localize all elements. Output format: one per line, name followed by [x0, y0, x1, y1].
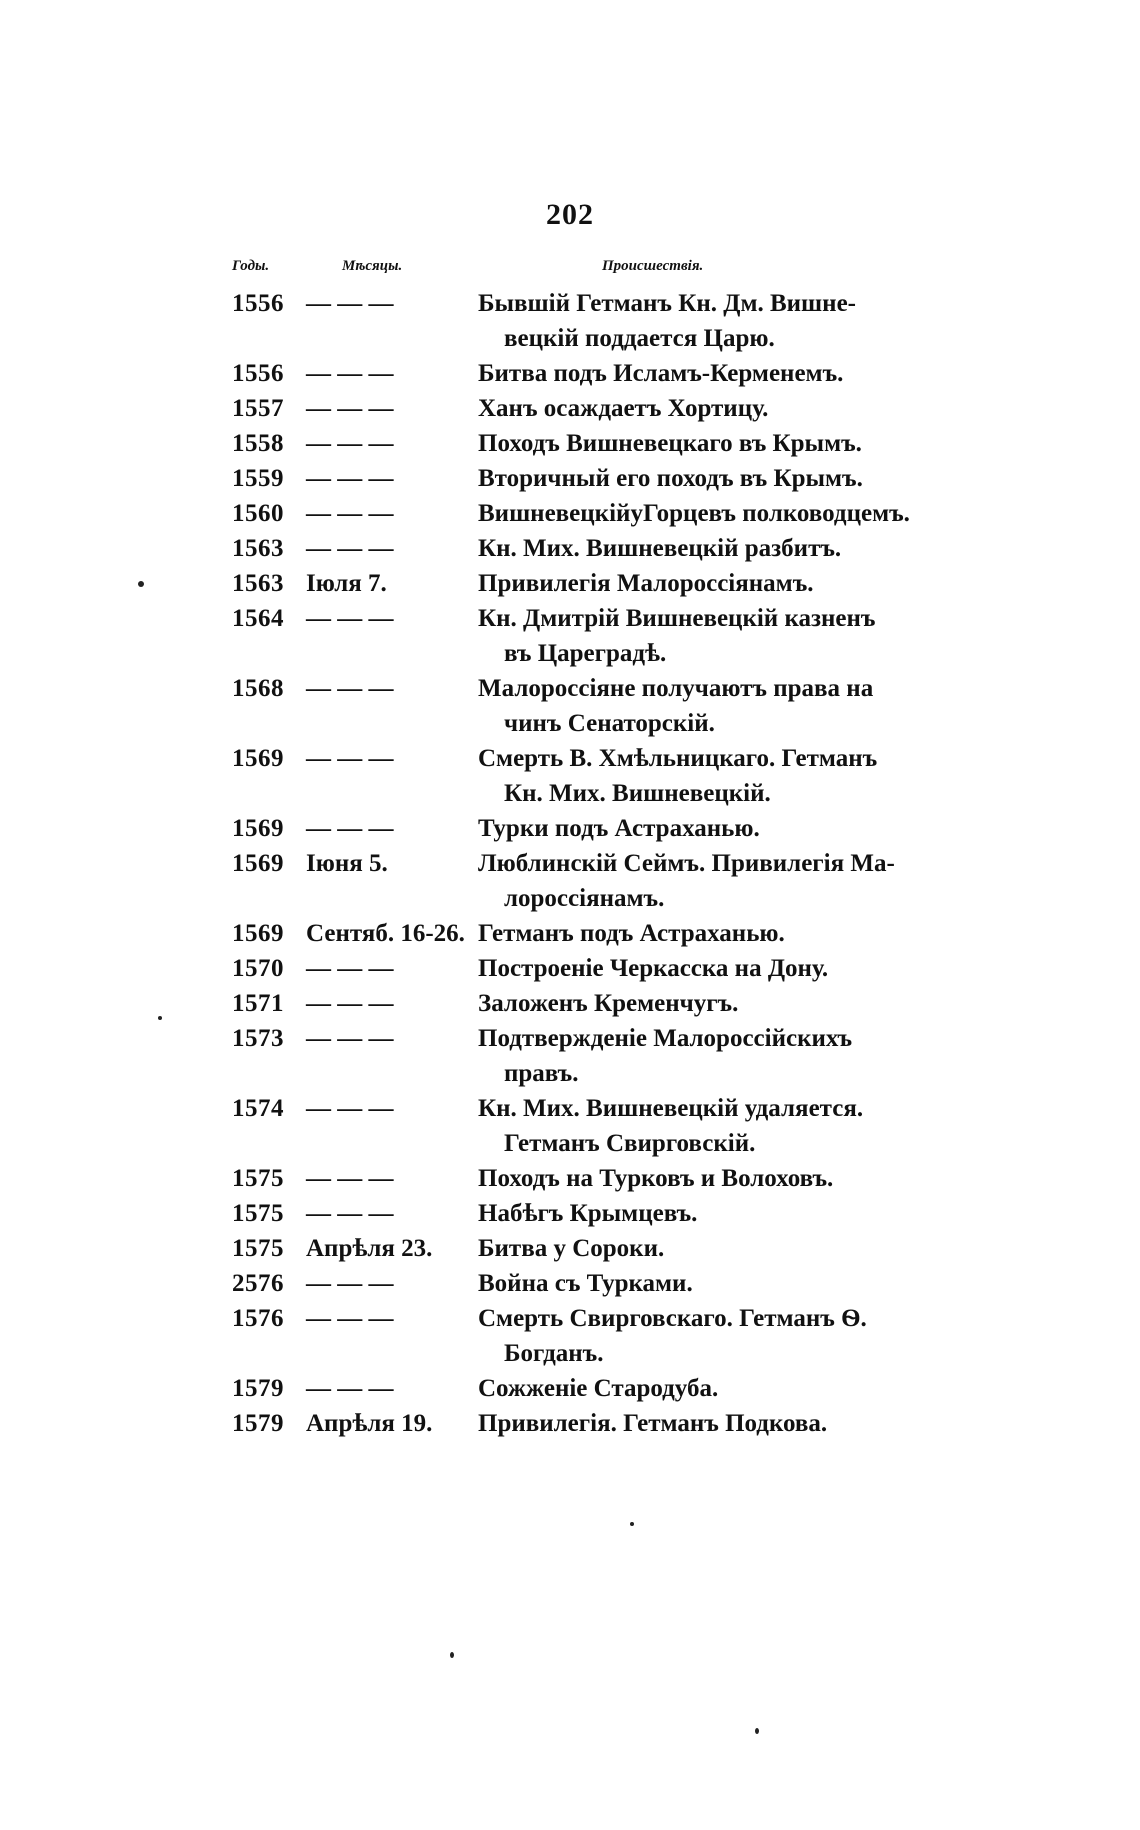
event-cell [478, 426, 937, 461]
month-cell: — — — [306, 1165, 394, 1192]
event-text-continued: Кн. Мих. Вишневецкій. [504, 780, 771, 807]
event-cell [478, 1161, 937, 1196]
event-text: Малороссіяне получаютъ права на [478, 675, 874, 702]
table-row [232, 846, 937, 916]
event-text: Люблинскій Сеймъ. Привилегія Ма- [478, 850, 895, 877]
event-cell [478, 1406, 937, 1441]
event-text: Построеніе Черкасска на Дону. [478, 955, 829, 982]
chronology-table [232, 286, 937, 1441]
month-cell: — — — [306, 535, 394, 562]
year-cell: 1575 [232, 1235, 284, 1262]
header-events: Происшествія. [602, 258, 704, 274]
column-headers [232, 258, 932, 284]
event-cell [478, 811, 937, 846]
event-text: Кн. Дмитрій Вишневецкій казненъ [478, 605, 876, 632]
year-cell: 1575 [232, 1200, 284, 1227]
year-cell: 1573 [232, 1025, 284, 1052]
event-cell [478, 496, 937, 531]
table-row [232, 286, 937, 356]
table-row [232, 426, 937, 461]
table-row [232, 356, 937, 391]
event-text-continued: вецкій поддается Царю. [504, 325, 775, 352]
event-text: Набѣгъ Крымцевъ. [478, 1200, 698, 1227]
month-cell: — — — [306, 360, 394, 387]
event-cell [478, 741, 937, 811]
event-text: Кн. Мих. Вишневецкій разбитъ. [478, 535, 842, 562]
event-cell [478, 566, 937, 601]
event-text-continued: чинъ Сенаторскій. [504, 710, 715, 737]
table-row [232, 1301, 937, 1371]
year-cell: 1569 [232, 920, 284, 947]
event-text: Подтвержденіе Малороссійскихъ [478, 1025, 853, 1052]
event-cell [478, 286, 937, 356]
event-text: Походъ на Турковъ и Волоховъ. [478, 1165, 834, 1192]
month-cell: — — — [306, 465, 394, 492]
event-text-continued: правъ. [504, 1060, 579, 1087]
event-cell [478, 1196, 937, 1231]
table-row [232, 1266, 937, 1301]
month-cell: Апрѣля 19. [306, 1410, 433, 1437]
table-row [232, 741, 937, 811]
event-text: Походъ Вишневецкаго въ Крымъ. [478, 430, 862, 457]
event-cell [478, 356, 937, 391]
event-cell [478, 1301, 937, 1371]
speck [158, 1016, 162, 1020]
table-row [232, 671, 937, 741]
table-row [232, 461, 937, 496]
month-cell: Апрѣля 23. [306, 1235, 433, 1262]
year-cell: 1569 [232, 815, 284, 842]
event-text: Привилегія Малороссіянамъ. [478, 570, 814, 597]
event-text: Заложенъ Кременчугъ. [478, 990, 739, 1017]
event-text: Смерть В. Хмѣльницкаго. Гетманъ [478, 745, 878, 772]
month-cell: Іюля 7. [306, 570, 387, 597]
event-cell [478, 846, 937, 916]
event-text: Кн. Мих. Вишневецкій удаляется. [478, 1095, 864, 1122]
month-cell: — — — [306, 395, 394, 422]
month-cell: — — — [306, 1305, 394, 1332]
table-row [232, 916, 937, 951]
event-cell [478, 1266, 937, 1301]
table-row [232, 1161, 937, 1196]
month-cell: — — — [306, 675, 394, 702]
year-cell: 1571 [232, 990, 284, 1017]
month-cell: — — — [306, 1200, 394, 1227]
year-cell: 1559 [232, 465, 284, 492]
year-cell: 1557 [232, 395, 284, 422]
table-row [232, 951, 937, 986]
event-cell [478, 461, 937, 496]
speck [450, 1652, 454, 1658]
year-cell: 1563 [232, 535, 284, 562]
year-cell: 1556 [232, 290, 284, 317]
event-text: Война съ Турками. [478, 1270, 693, 1297]
event-text: Смерть Свирговскаго. Гетманъ Ѳ. [478, 1305, 867, 1332]
event-text: Сожженіе Стародуба. [478, 1375, 719, 1402]
month-cell: — — — [306, 500, 394, 527]
table-row [232, 391, 937, 426]
table-row [232, 566, 937, 601]
event-text-continued: лороссіянамъ. [504, 885, 665, 912]
table-row [232, 986, 937, 1021]
month-cell: — — — [306, 1375, 394, 1402]
year-cell: 1575 [232, 1165, 284, 1192]
table-row [232, 1406, 937, 1441]
month-cell: — — — [306, 1270, 394, 1297]
header-years: Годы. [232, 258, 270, 274]
month-cell: — — — [306, 1025, 394, 1052]
event-cell [478, 601, 937, 671]
table-row [232, 496, 937, 531]
event-text-continued: Гетманъ Свирговскій. [504, 1130, 756, 1157]
event-cell [478, 1091, 937, 1161]
year-cell: 1558 [232, 430, 284, 457]
event-text: Вторичный его походъ въ Крымъ. [478, 465, 863, 492]
table-row [232, 1231, 937, 1266]
table-row [232, 531, 937, 566]
event-cell [478, 671, 937, 741]
year-cell: 1579 [232, 1375, 284, 1402]
event-cell [478, 531, 937, 566]
event-cell [478, 986, 937, 1021]
event-text-continued: въ Цареградѣ. [504, 640, 667, 667]
year-cell: 2576 [232, 1270, 284, 1297]
event-text: Битва подъ Исламъ-Керменемъ. [478, 360, 844, 387]
month-cell: Іюня 5. [306, 850, 388, 877]
year-cell: 1570 [232, 955, 284, 982]
event-text: Бывшій Гетманъ Кн. Дм. Вишне- [478, 290, 856, 317]
speck [630, 1522, 634, 1526]
year-cell: 1579 [232, 1410, 284, 1437]
year-cell: 1563 [232, 570, 284, 597]
event-cell [478, 1371, 937, 1406]
month-cell: — — — [306, 290, 394, 317]
event-text-continued: Богданъ. [504, 1340, 604, 1367]
event-text: Турки подъ Астраханью. [478, 815, 760, 842]
month-cell: — — — [306, 605, 394, 632]
month-cell: — — — [306, 990, 394, 1017]
header-months: Мѣсяцы. [342, 258, 403, 274]
event-text: Битва у Сороки. [478, 1235, 665, 1262]
year-cell: 1569 [232, 745, 284, 772]
year-cell: 1569 [232, 850, 284, 877]
month-cell: — — — [306, 955, 394, 982]
month-cell: — — — [306, 745, 394, 772]
table-row [232, 1021, 937, 1091]
event-text: Ханъ осаждаетъ Хортицу. [478, 395, 769, 422]
table-row [232, 1371, 937, 1406]
event-text: Гетманъ подъ Астраханью. [478, 920, 785, 947]
year-cell: 1560 [232, 500, 284, 527]
event-cell [478, 391, 937, 426]
event-cell [478, 951, 937, 986]
event-cell [478, 1021, 937, 1091]
month-cell: Сентяб. 16-26. [306, 920, 465, 947]
speck [138, 581, 144, 587]
month-cell: — — — [306, 1095, 394, 1122]
month-cell: — — — [306, 815, 394, 842]
table-row [232, 1196, 937, 1231]
year-cell: 1556 [232, 360, 284, 387]
event-cell [478, 916, 937, 951]
table-row [232, 601, 937, 671]
table-row [232, 811, 937, 846]
year-cell: 1574 [232, 1095, 284, 1122]
year-cell: 1576 [232, 1305, 284, 1332]
year-cell: 1564 [232, 605, 284, 632]
speck [755, 1728, 759, 1734]
table-row [232, 1091, 937, 1161]
page-number: 202 [546, 198, 594, 231]
event-text: ВишневецкійуГорцевъ полководцемъ. [478, 500, 910, 527]
year-cell: 1568 [232, 675, 284, 702]
event-text: Привилегія. Гетманъ Подкова. [478, 1410, 828, 1437]
month-cell: — — — [306, 430, 394, 457]
event-cell [478, 1231, 937, 1266]
